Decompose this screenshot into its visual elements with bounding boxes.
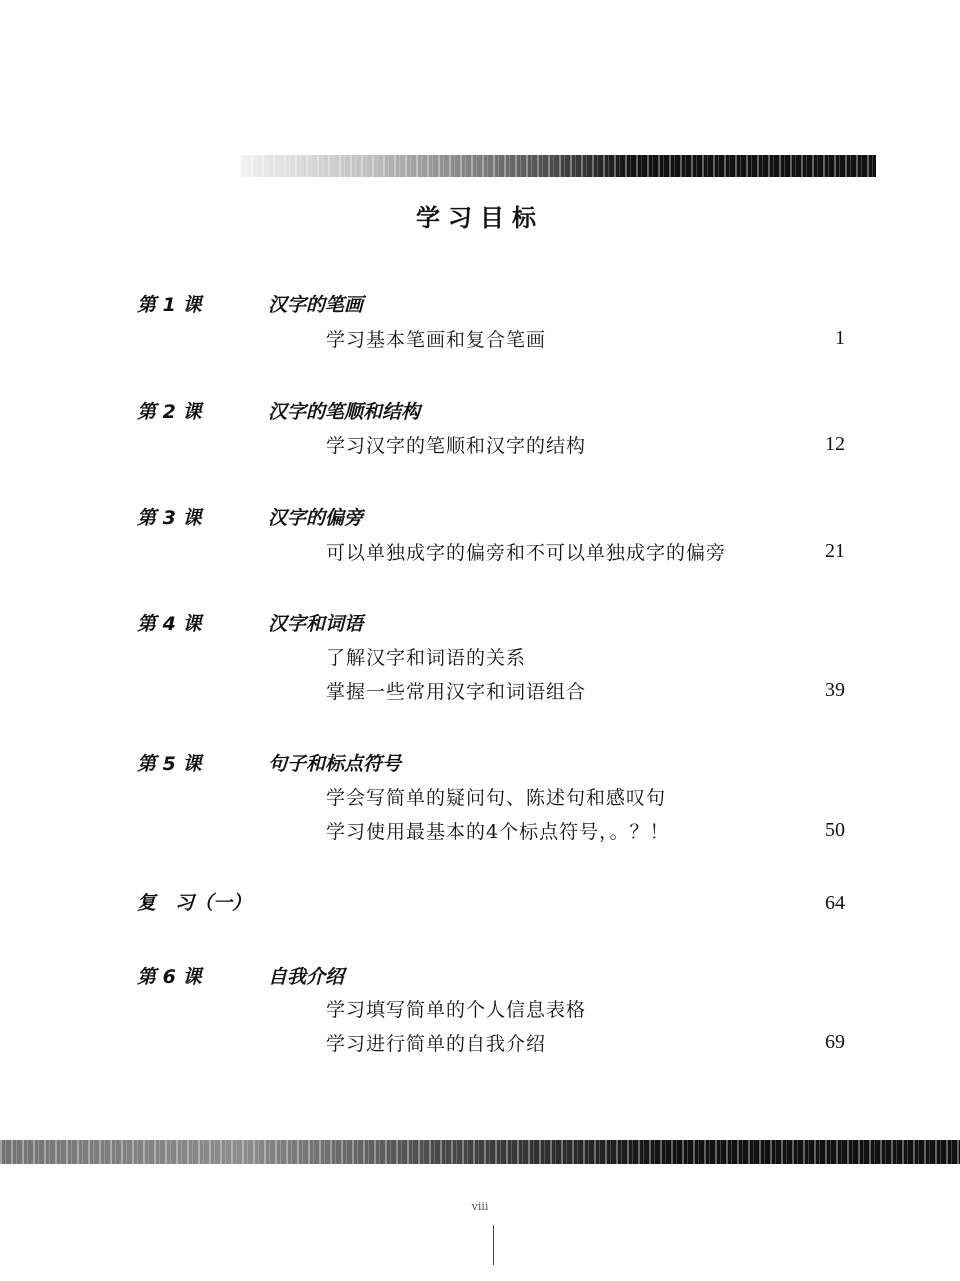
page-title: 学习目标 bbox=[416, 204, 544, 232]
lesson-goal: 掌握一些常用汉字和词语组合 bbox=[326, 681, 587, 703]
lesson-goal: 学习进行简单的自我介绍 bbox=[326, 1033, 547, 1055]
lesson-number: 第 4 课 bbox=[137, 613, 202, 635]
page-number: 12 bbox=[825, 433, 845, 455]
lesson-number: 第 6 课 bbox=[137, 966, 202, 988]
lesson-goal: 可以单独成字的偏旁和不可以单独成字的偏旁 bbox=[326, 542, 727, 564]
folio-page-number: viii bbox=[471, 1200, 489, 1213]
review-label: 复 习（一） bbox=[137, 892, 252, 914]
page-number: 69 bbox=[825, 1031, 845, 1053]
lesson-goal: 学习填写简单的个人信息表格 bbox=[326, 999, 587, 1021]
page-number: 21 bbox=[825, 540, 845, 562]
page-number: 64 bbox=[825, 892, 845, 914]
lesson-title: 汉字的偏旁 bbox=[268, 507, 364, 529]
top-decorative-band bbox=[240, 155, 876, 177]
lesson-goal: 学习汉字的笔顺和汉字的结构 bbox=[326, 435, 587, 457]
bottom-decorative-band bbox=[0, 1140, 960, 1164]
page-number: 1 bbox=[835, 327, 845, 349]
lesson-title: 汉字和词语 bbox=[268, 613, 364, 635]
lesson-number: 第 3 课 bbox=[137, 507, 202, 529]
page-number: 39 bbox=[825, 679, 845, 701]
lesson-title: 句子和标点符号 bbox=[268, 753, 402, 775]
lesson-goal: 学习基本笔画和复合笔画 bbox=[326, 329, 547, 351]
page-number: 50 bbox=[825, 819, 845, 841]
lesson-number: 第 5 课 bbox=[137, 753, 202, 775]
lesson-title: 汉字的笔画 bbox=[268, 294, 364, 316]
lesson-goal: 了解汉字和词语的关系 bbox=[326, 647, 527, 669]
lesson-title: 自我介绍 bbox=[268, 966, 345, 988]
lesson-goal: 学习使用最基本的4个标点符号，。？！ bbox=[326, 821, 670, 843]
lesson-goal: 学会写简单的疑问句、陈述句和感叹句 bbox=[326, 787, 667, 809]
lesson-number: 第 2 课 bbox=[137, 401, 202, 423]
lesson-number: 第 1 课 bbox=[137, 294, 202, 316]
gutter-line bbox=[493, 1225, 494, 1265]
lesson-title: 汉字的笔顺和结构 bbox=[268, 401, 421, 423]
